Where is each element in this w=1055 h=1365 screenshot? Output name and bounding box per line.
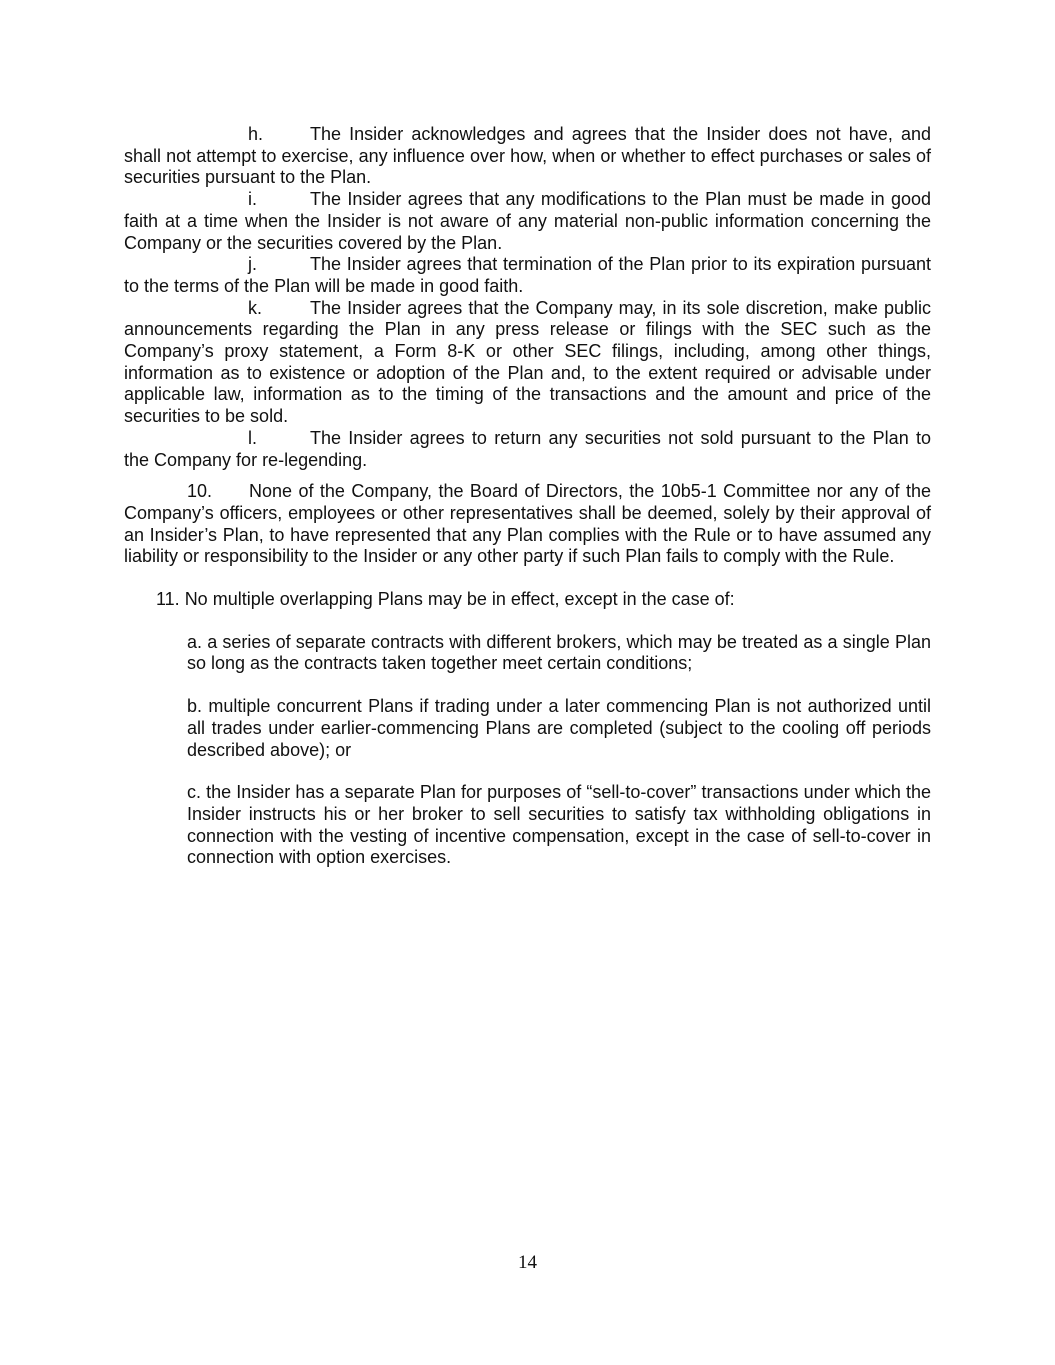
subsection-j <box>124 254 931 297</box>
subsection-label: l. <box>248 427 257 448</box>
subsection-label: i. <box>248 189 257 210</box>
subsection-k <box>124 298 931 428</box>
subsection-text: The Insider agrees to return any securities not sold pursuant to the Plan to the Company for re-legending. <box>124 427 931 470</box>
subsection-h <box>124 124 931 189</box>
subsection-text: The Insider agrees that any modifications to the Plan must be made in good faith at a time when the Insider is not aware of any material non-public information concerning the Company or the securities covered by the Plan. <box>124 189 931 253</box>
subsection-text: The Insider acknowledges and agrees that the Insider does not have, and shall not attempt to exercise, any influence over how, when or whether to effect purchases or sales of securities pursuant to the Plan. <box>124 124 931 188</box>
section-text: None of the Company, the Board of Directors, the 10b5-1 Committee nor any of the Company’s officers, employees or other representatives shall be deemed, solely by their approval of an Insider’s Plan, to have represented that any Plan complies with the Rule or to have assumed any liability or responsibility to the Insider or any other party if such Plan fails to comply with the Rule. <box>124 481 931 567</box>
subsection-label: h. <box>248 124 264 144</box>
subsection-l <box>124 428 931 471</box>
page-number: 14 <box>518 1252 537 1273</box>
subsection-text: The Insider agrees that the Company may, in its sole discretion, make public announcements regarding the Plan in any press release or filings with the SEC such as the Company’s proxy statement, a Form 8-K or other SEC filings, including, among other things, information as to existence or adoption of the Plan and, to the extent required or advisable under applicable law, information as to the timing of the transactions and the amount and price of the securities to be sold. <box>124 297 931 427</box>
section-11-item-a: a. a series of separate contracts with different brokers, which may be treated as a single Plan so long as the contracts taken together meet certain conditions; <box>187 631 931 674</box>
section-label: 10. <box>187 481 213 502</box>
section-10 <box>124 481 931 568</box>
section-11-heading: 11. No multiple overlapping Plans may be in effect, except in the case of: <box>156 589 735 610</box>
subsection-label: k. <box>248 297 263 318</box>
section-11-item-b: b. multiple concurrent Plans if trading under a later commencing Plan is not authorized until all trades under earlier-commencing Plans are completed (subject to the cooling off periods described above); or <box>187 696 931 760</box>
subsection-i <box>124 189 931 254</box>
subsection-label: j. <box>248 254 257 275</box>
section-11-item-c: c. the Insider has a separate Plan for purposes of “sell-to-cover” transactions under which the Insider instructs his or her broker to sell securities to satisfy tax withholding obligations in connection with the vesting of incentive compensation, except in the case of sell-to-cover in connection with option exercises. <box>187 782 931 868</box>
subsection-text: The Insider agrees that termination of the Plan prior to its expiration pursuant to the terms of the Plan will be made in good faith. <box>124 254 931 296</box>
page-body <box>124 124 931 869</box>
